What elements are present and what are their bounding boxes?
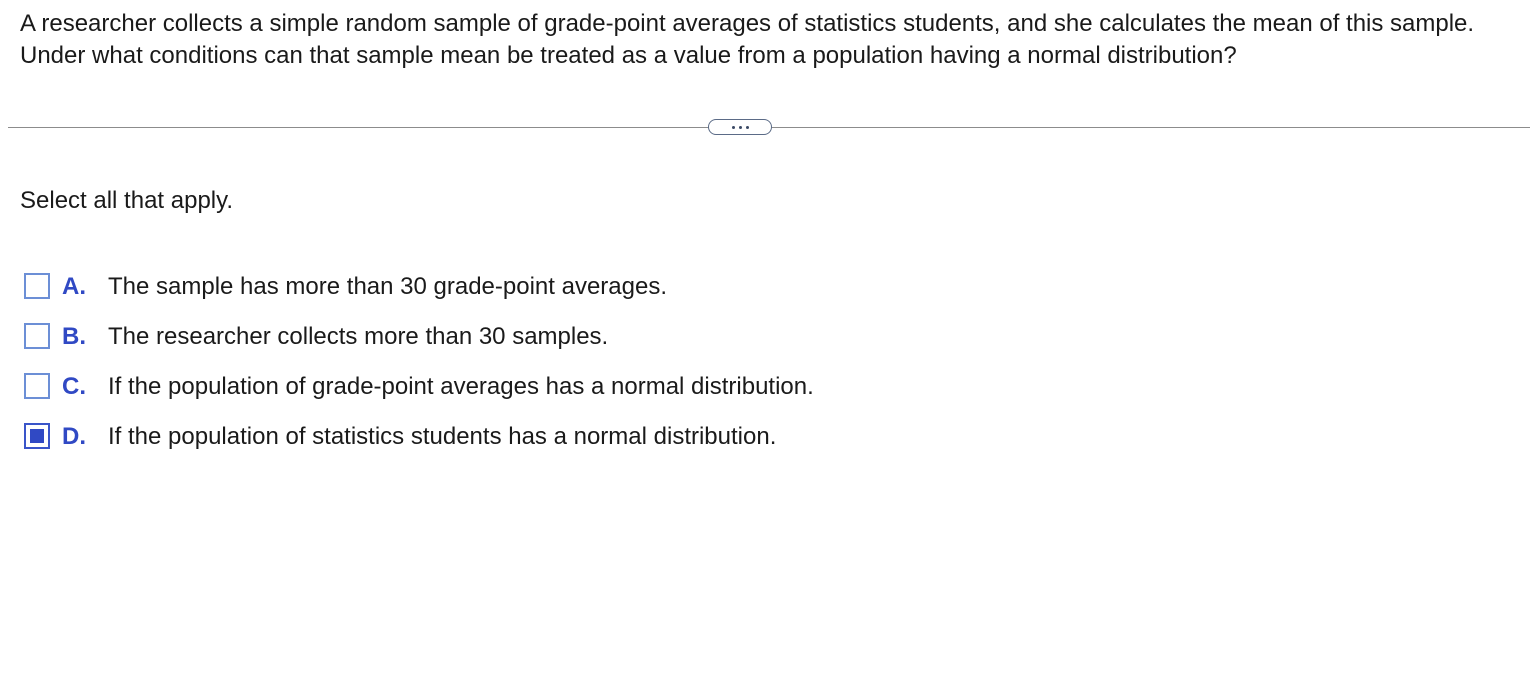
option-c-text[interactable]: If the population of grade-point averages has a normal distribution.	[108, 373, 814, 400]
option-b-text[interactable]: The researcher collects more than 30 samples.	[108, 323, 609, 350]
option-c[interactable]	[24, 362, 814, 412]
option-b[interactable]	[24, 312, 814, 362]
option-a-text[interactable]: The sample has more than 30 grade-point averages.	[108, 273, 667, 300]
ellipsis-dot-icon	[746, 126, 749, 129]
ellipsis-dot-icon	[739, 126, 742, 129]
option-d[interactable]	[24, 412, 814, 462]
option-a[interactable]	[24, 262, 814, 312]
question-text: A researcher collects a simple random sample of grade-point averages of statistics students, and she calculates the mean of this sample. Under what conditions can that sample mean be treated as a value from a population having a normal distribution?	[20, 10, 1475, 69]
option-b-letter: B.	[62, 323, 86, 350]
option-d-letter: D.	[62, 423, 86, 450]
option-c-letter: C.	[62, 373, 86, 400]
option-a-letter: A.	[62, 273, 86, 300]
expand-more-button[interactable]	[708, 119, 772, 135]
option-b-checkbox[interactable]	[24, 323, 50, 349]
option-d-text[interactable]: If the population of statistics students has a normal distribution.	[108, 423, 777, 450]
ellipsis-dot-icon	[732, 126, 735, 129]
option-a-checkbox[interactable]	[24, 273, 50, 299]
option-d-checkbox[interactable]	[24, 423, 50, 449]
option-c-checkbox[interactable]	[24, 373, 50, 399]
instruction-text: Select all that apply.	[20, 187, 234, 214]
answer-options-list	[24, 262, 814, 462]
